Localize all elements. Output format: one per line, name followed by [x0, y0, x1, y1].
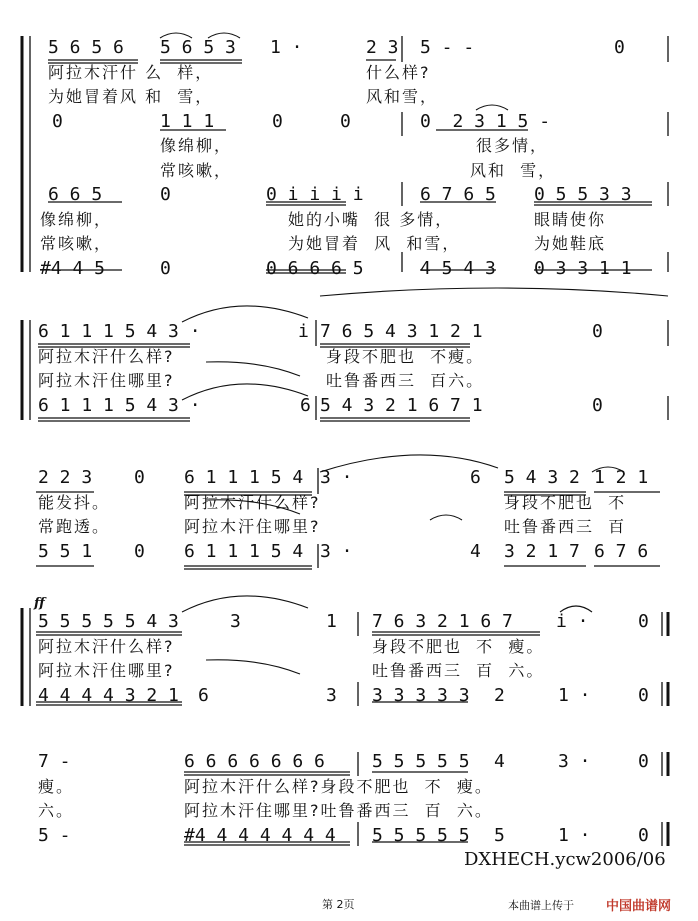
note-group: 0 i i i i	[266, 184, 364, 205]
page-number: 第 2页	[322, 898, 355, 911]
note-group: 5 - -	[420, 37, 475, 58]
site-logo: 中国曲谱网	[606, 899, 672, 914]
note-group: 0	[592, 321, 603, 342]
note-group: 0	[638, 684, 649, 706]
note-group: 5 6 5 6	[48, 37, 124, 58]
lyric-text: 很多情，	[476, 136, 549, 155]
lyric-text: 瘦。	[38, 776, 75, 796]
note-group: 3 ·	[320, 467, 353, 488]
note-group: 6 1 1 1 5 4 3 ·	[38, 394, 201, 416]
note-group: 6 6 6 6 6 6 6	[184, 751, 325, 772]
note-group: 4 4 4 4 3 2 1	[38, 684, 179, 706]
lyric-text: 身段不肥也 不瘦。	[326, 346, 485, 366]
lyric-text: 阿拉木汗住哪里?吐鲁番西三 百 六。	[184, 801, 493, 820]
note-group: 5 6 5 3	[160, 37, 236, 58]
lyric-text: 阿拉木汗什么样?	[38, 636, 175, 656]
note-group: 6 1 1 1 5 4 3 ·	[38, 321, 201, 342]
lyric-text: 像绵柳，	[40, 209, 113, 229]
note-group: 2	[494, 684, 505, 706]
lyric-text: 吐鲁番西三 百六。	[326, 371, 485, 390]
note-group: 5 -	[38, 824, 71, 846]
lyric-text: 为她冒着风 和 雪，	[48, 87, 214, 106]
note-group: i ·	[556, 611, 589, 632]
note-group: 5 5 5 5 5	[372, 824, 470, 846]
lyric-text: 阿拉木汗住哪里?	[38, 661, 175, 680]
note-group: 0	[134, 467, 145, 488]
note-group: i	[298, 321, 309, 342]
lyric-text: 像绵柳，	[160, 136, 233, 155]
note-group: 6	[470, 467, 481, 488]
note-group: 7 -	[38, 751, 71, 772]
note-group: 5 4 3 2 1 6 7 1	[320, 394, 483, 416]
note-group: 6 7 6	[594, 540, 649, 562]
note-group: 7 6 3 2 1 6 7	[372, 611, 513, 632]
lyric-text: 吐鲁番西三 百	[504, 517, 627, 536]
note-group: 5 5 1	[38, 540, 93, 562]
note-group: 1 2 1	[594, 467, 649, 488]
note-group: 3	[326, 684, 337, 706]
note-group: 6 1 1 1 5 4	[184, 540, 304, 562]
note-group: 1 1 1	[160, 110, 215, 132]
note-group: 0	[592, 394, 603, 416]
lyric-text: 风和雪，	[366, 87, 439, 106]
lyric-text: 身段不肥也 不 瘦。	[372, 636, 545, 656]
note-group: 4	[494, 751, 505, 772]
lyric-text: 常跑透。	[38, 517, 111, 536]
note-group: 0 6 6 6 5	[266, 257, 364, 279]
note-group: 1 ·	[558, 684, 591, 706]
lyric-text: 什么样?	[366, 62, 431, 82]
note-group: 0	[52, 110, 63, 132]
note-group: 1 ·	[558, 824, 591, 846]
note-group: 5 5 5 5 5	[372, 751, 470, 772]
note-group: 7 6 5 4 3 1 2 1	[320, 321, 483, 342]
note-group: 6	[198, 684, 209, 706]
lyric-text: 为她冒着 风 和雪，	[288, 234, 461, 253]
lyric-text: 身段不肥也 不	[504, 492, 627, 512]
note-group: 6 7 6 5	[420, 184, 496, 205]
note-group: #4 4 4 4 4 4 4	[184, 824, 336, 846]
note-group: 3	[230, 611, 241, 632]
note-group: 0	[134, 540, 145, 562]
note-group: 3 3 3 3 3	[372, 684, 470, 706]
note-group: 6 1 1 1 5 4	[184, 467, 304, 488]
note-group: 0 3 3 1 1	[534, 257, 632, 279]
note-group: 0	[340, 110, 351, 132]
note-group: 3 2 1 7	[504, 540, 580, 562]
note-group: 5 5 5 5 5 4 3	[38, 611, 179, 632]
note-group: 5 4 3 2	[504, 467, 580, 488]
note-group: 0	[638, 824, 649, 846]
note-group: 3 ·	[320, 540, 353, 562]
note-group: 2 3	[366, 37, 399, 58]
lyric-text: 六。	[38, 801, 75, 820]
note-group: 0	[160, 184, 171, 205]
lyric-text: 阿拉木汗什么样?	[184, 492, 321, 512]
note-group: 0	[638, 611, 649, 632]
lyric-text: 眼睛使你	[534, 209, 607, 229]
note-group: 1	[326, 611, 337, 632]
note-group: 1 ·	[270, 37, 303, 58]
lyric-text: 吐鲁番西三 百 六。	[372, 661, 545, 680]
note-group: 5	[494, 824, 505, 846]
lyric-text: 阿拉木汗什么样?	[38, 346, 175, 366]
note-group: 0	[272, 110, 283, 132]
note-group: 6	[300, 394, 311, 416]
note-group: 6 6 5	[48, 184, 103, 205]
note-group: 0 2 3 1 5 -	[420, 110, 551, 132]
lyric-text: 能发抖。	[38, 492, 111, 512]
note-group: 4	[470, 540, 481, 562]
lyric-text: 阿拉木汗住哪里?	[184, 517, 321, 536]
note-group: 0	[638, 751, 649, 772]
arranger-credit: DXHECH.ycw2006/06	[464, 849, 666, 870]
note-group: 3 ·	[558, 751, 591, 772]
lyric-text: 她的小嘴 很 多情，	[288, 209, 454, 229]
lyric-text: 常咳嗽，	[40, 234, 113, 253]
uploaded-label: 本曲谱上传于	[508, 899, 574, 912]
note-group: 0 5 5 3 3	[534, 184, 632, 205]
lyric-text: 常咳嗽，	[160, 160, 233, 180]
note-group: 0	[614, 37, 625, 58]
lyric-text: 为她鞋底	[534, 234, 607, 253]
lyric-text: 阿拉木汗住哪里?	[38, 371, 175, 390]
note-group: 0	[160, 257, 171, 279]
note-group: #4 4 5	[40, 257, 106, 279]
lyric-text: 阿拉木汗什 么 样，	[48, 62, 214, 82]
dynamic-marking: ff	[34, 596, 45, 611]
note-group: 4 5 4 3	[420, 257, 496, 279]
note-group: 2 2 3	[38, 467, 93, 488]
lyric-text: 阿拉木汗什么样?身段不肥也 不 瘦。	[184, 776, 493, 796]
lyric-text: 风和 雪，	[470, 160, 557, 180]
